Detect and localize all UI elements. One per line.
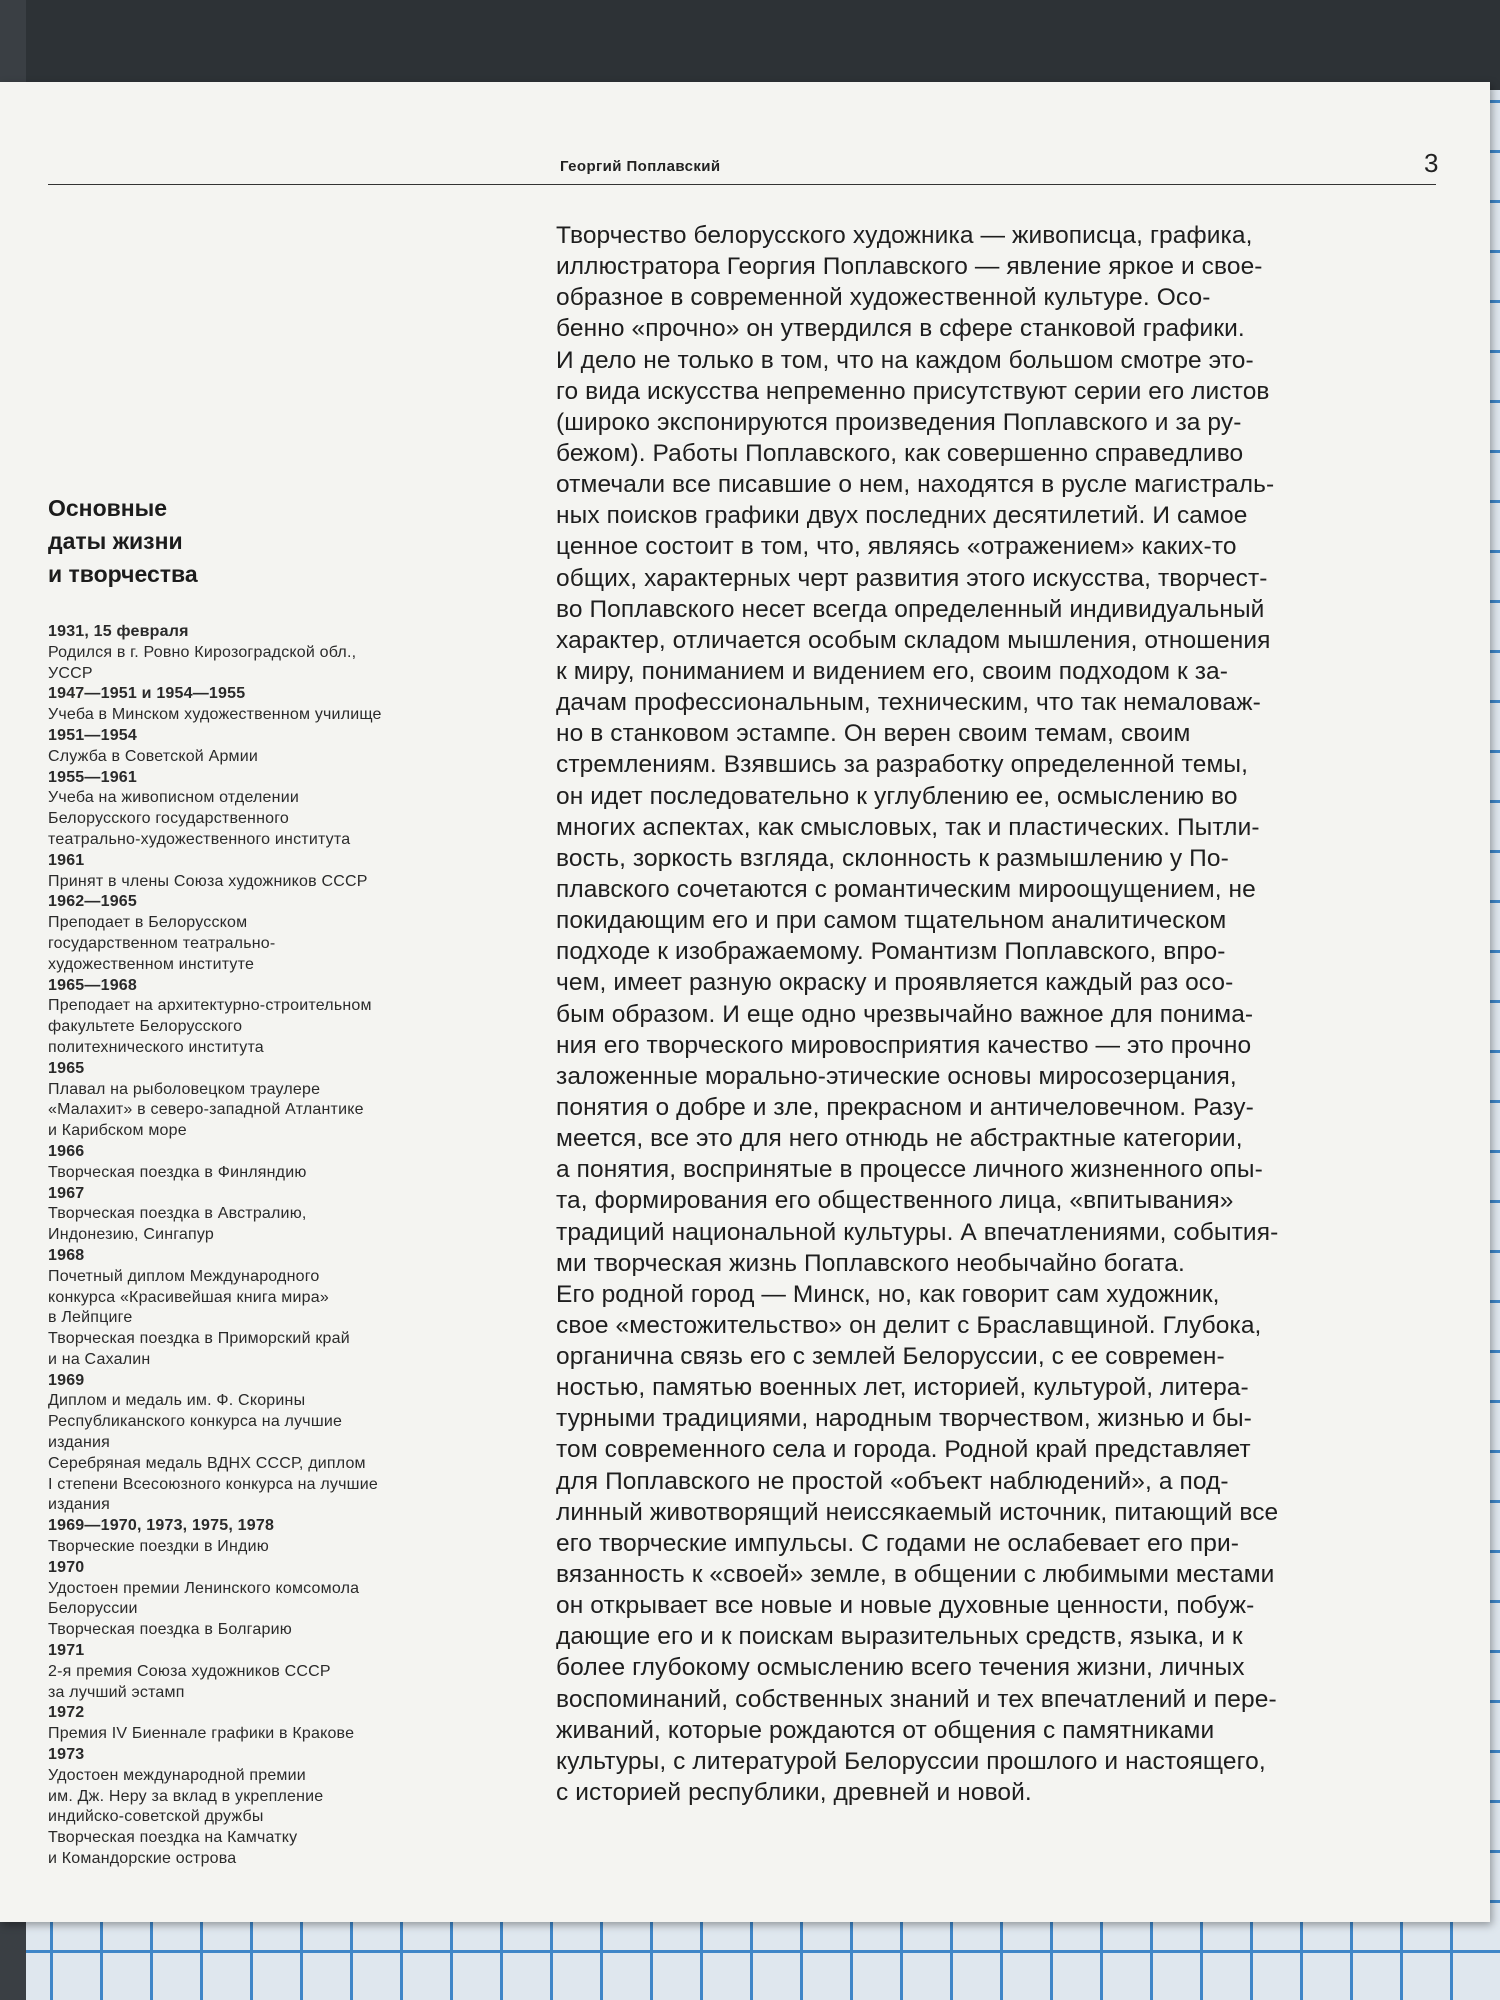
chronology-date: 1951—1954	[48, 726, 137, 744]
article-line: во Поплавского несет всегда определенный индивидуальный	[556, 595, 1265, 623]
chronology-date: 1965—1968	[48, 976, 137, 994]
article-line: дачам профессиональным, техническим, что так немаловаж-	[556, 689, 1261, 717]
chronology-event: Преподает в Белорусском государственном театрально- художественном институте	[48, 914, 276, 973]
chronology-event: Родился в г. Ровно Кирозоградской обл., УССР	[48, 643, 357, 682]
article-line: с историей республики, древней и новой.	[556, 1779, 1032, 1807]
article-line: (широко экспонируются произведения Поплавского и за ру-	[556, 408, 1242, 436]
chronology-date: 1971	[48, 1642, 85, 1660]
article-line: линный животворящий неиссякаемый источник, питающий все	[556, 1498, 1279, 1526]
article-line: органична связь его с землей Белоруссии, с ее современ-	[556, 1343, 1225, 1371]
chronology-date: 1967	[48, 1184, 85, 1202]
chronology-entry	[48, 976, 488, 1059]
chronology-entry	[48, 1371, 488, 1517]
chronology-entry	[48, 1745, 488, 1870]
chronology-entry	[48, 1184, 488, 1246]
article-line: характер, отличается особым складом мышления, отношения	[556, 626, 1271, 654]
article-line: меется, все это для него отнюдь не абстрактные категории,	[556, 1125, 1243, 1153]
article-line: чем, имеет разную окраску и проявляется каждый раз осо-	[556, 969, 1234, 997]
article-line: он идет последовательно к углублению ее, осмыслению во	[556, 782, 1238, 810]
article-line: воспоминаний, собственных знаний и тех впечатлений и пере-	[556, 1685, 1277, 1713]
header-rule	[48, 184, 1436, 185]
article-line: турными традициями, народным творчеством, жизнью и бы-	[556, 1405, 1252, 1433]
chronology-date: 1972	[48, 1704, 85, 1722]
article-line: он открывает все новые и новые духовные ценности, побуж-	[556, 1592, 1255, 1620]
chronology-entry	[48, 768, 488, 851]
chronology-event: Творческая поездка в Финляндию	[48, 1163, 307, 1181]
chronology-entry	[48, 892, 488, 975]
article-line: ностью, памятью военных лет, историей, культурой, литера-	[556, 1374, 1249, 1402]
article-line: И дело не только в том, что на каждом большом смотре это-	[556, 346, 1254, 374]
article-line: живаний, которые рождаются от общения с памятниками	[556, 1716, 1215, 1744]
article-line: та, формирования его общественного лица, «впитывания»	[556, 1187, 1234, 1215]
chronology-entry	[48, 1641, 488, 1703]
article-line: заложенные морально-этические основы миросозерцания,	[556, 1062, 1237, 1090]
chronology-entry	[48, 622, 488, 684]
chronology-event: Удостоен премии Ленинского комсомола Белоруссии Творческая поездка в Болгарию	[48, 1579, 360, 1639]
chronology-date: 1931, 15 февраля	[48, 623, 189, 640]
chronology-entry	[48, 851, 488, 893]
chronology-date: 1969	[48, 1371, 85, 1389]
article-line: Творчество белорусского художника — живописца, графика,	[556, 222, 1253, 249]
chronology-event: Принят в члены Союза художников СССР	[48, 872, 368, 890]
chronology-event: Преподает на архитектурно-строительном факультете Белорусского политехнического института	[48, 997, 372, 1056]
chronology-date: 1947—1951 и 1954—1955	[48, 685, 246, 703]
page-number: 3	[1424, 148, 1439, 178]
article-line: его творческие импульсы. С годами не ослабевает его при-	[556, 1529, 1240, 1557]
chronology-list	[48, 622, 488, 1870]
article-line: покидающим его и при самом тщательном аналитическом	[556, 907, 1227, 935]
chronology-heading: Основные даты жизни и творчества	[48, 495, 198, 587]
chronology-date: 1969—1970, 1973, 1975, 1978	[48, 1517, 275, 1535]
chronology-event: Служба в Советской Армии	[48, 747, 259, 765]
chronology-entry	[48, 1142, 488, 1184]
article-line: к миру, пониманием и видением его, своим подходом к за-	[556, 657, 1229, 685]
chronology-event: Диплом и медаль им. Ф. Скорины Республиканского конкурса на лучшие издания Серебряная медаль ВДНХ СССР, диплом I степени Всесоюзного конкурса на лучшие издания	[48, 1392, 378, 1514]
running-header-author: Георгий Поплавский	[560, 158, 721, 175]
chronology-date: 1961	[48, 851, 85, 869]
article-line: отмечали все писавшие о нем, находятся в русле магистраль-	[556, 471, 1275, 499]
main-article-text	[556, 220, 1436, 1808]
chronology-entry	[48, 1059, 488, 1142]
article-line: го вида искусства непременно присутствуют серии его листов	[556, 377, 1270, 405]
article-line: подходе к изображаемому. Романтизм Поплавского, впро-	[556, 938, 1226, 966]
chronology-date: 1962—1965	[48, 893, 137, 911]
chronology-event: Премия IV Биеннале графики в Кракове	[48, 1725, 355, 1743]
article-line: ценное состоит в том, что, являясь «отражением» каких-то	[556, 533, 1237, 561]
article-line: бежом). Работы Поплавского, как совершенно справедливо	[556, 439, 1244, 467]
article-line: ных поисков графики двух последних десятилетий. И самое	[556, 502, 1248, 530]
article-line: ния его творческого мировосприятия качество — это прочно	[556, 1031, 1252, 1059]
article-line: многих аспектах, как смысловых, так и пластических. Пытли-	[556, 813, 1260, 841]
chronology-entry	[48, 1516, 488, 1558]
chronology-date: 1968	[48, 1246, 85, 1264]
chronology-event: Учеба на живописном отделении Белорусского государственного театрально-художественного института	[48, 789, 351, 848]
chronology-event: Творческие поездки в Индию	[48, 1538, 269, 1556]
chronology-event: Удостоен международной премии им. Дж. Неру за вклад в укрепление индийско-советской дружбы Творческая поездка на Камчатку и Командорские острова	[48, 1766, 324, 1868]
article-line: общих, характерных черт развития этого искусства, творчест-	[556, 564, 1268, 592]
chronology-entry	[48, 1558, 488, 1641]
article-line: вость, зоркость взгляда, склонность к размышлению у По-	[556, 844, 1229, 872]
chronology-date: 1966	[48, 1142, 85, 1160]
chronology-entry	[48, 1703, 488, 1745]
article-line: вязанность к «своей» земле, в общении с любимыми местами	[556, 1561, 1275, 1589]
dark-background-strip	[0, 0, 1500, 90]
chronology-event: Почетный диплом Международного конкурса «Красивейшая книга мира» в Лейпциге Творческая поездка в Приморский край и на Сахалин	[48, 1267, 350, 1368]
article-line: бенно «прочно» он утвердился в сфере станковой графики.	[556, 315, 1245, 343]
article-line: свое «местожительство» он делит с Браславщиной. Глубока,	[556, 1311, 1262, 1339]
article-line: но в станковом эстампе. Он верен своим темам, своим	[556, 720, 1191, 748]
article-line: ми творческая жизнь Поплавского необычайно богата.	[556, 1249, 1185, 1277]
chronology-date: 1955—1961	[48, 768, 137, 786]
article-line: иллюстратора Георгия Поплавского — явление яркое и свое-	[556, 253, 1263, 281]
article-line: а понятия, воспринятые в процессе личного жизненного опы-	[556, 1156, 1263, 1184]
article-line: том современного села и города. Родной край представляет	[556, 1436, 1251, 1464]
chronology-entry	[48, 684, 488, 726]
article-line: культуры, с литературой Белоруссии прошлого и настоящего,	[556, 1747, 1266, 1775]
article-line: стремлениям. Взявшись за разработку определенной темы,	[556, 751, 1249, 779]
article-line: для Поплавского не простой «объект наблюдений», а под-	[556, 1467, 1229, 1495]
article-line: понятия о добре и зле, прекрасном и античеловечном. Разу-	[556, 1093, 1254, 1121]
article-line: Его родной город — Минск, но, как говорит сам художник,	[556, 1280, 1220, 1308]
article-line: дающие его и к поискам выразительных средств, языка, и к	[556, 1623, 1243, 1651]
chronology-entry	[48, 1246, 488, 1371]
chronology-event: Плавал на рыболовецком траулере «Малахит» в северо-западной Атлантике и Карибском море	[48, 1080, 364, 1140]
chronology-date: 1965	[48, 1059, 85, 1077]
chronology-date: 1970	[48, 1558, 85, 1576]
article-line: образное в современной художественной культуре. Осо-	[556, 284, 1211, 312]
article-line: плавского сочетаются с романтическим мироощущением, не	[556, 875, 1256, 903]
chronology-date: 1973	[48, 1746, 85, 1764]
chronology-event: 2-я премия Союза художников СССР за лучший эстамп	[48, 1662, 331, 1701]
chronology-event: Творческая поездка в Австралию, Индонезию, Сингапур	[48, 1205, 307, 1244]
chronology-event: Учеба в Минском художественном училище	[48, 706, 382, 724]
article-line: традиций национальной культуры. А впечатлениями, события-	[556, 1218, 1279, 1246]
article-line: бым образом. И еще одно чрезвычайно важное для понима-	[556, 1000, 1254, 1028]
article-line: более глубокому осмыслению всего течения жизни, личных	[556, 1654, 1245, 1682]
chronology-entry	[48, 726, 488, 768]
